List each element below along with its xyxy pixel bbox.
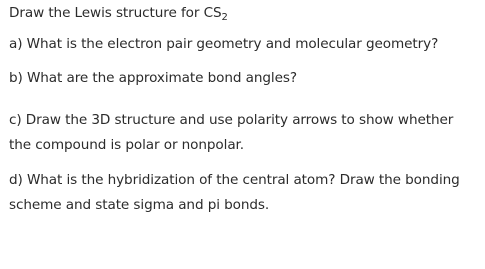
title-subscript: 2 [221,12,228,23]
title-text: Draw the Lewis structure for CS [9,5,222,21]
part-d-text-line2: scheme and state sigma and pi bonds. [9,197,270,213]
part-c-text-line1: c) Draw the 3D structure and use polarity arrows to show whether [9,112,454,128]
part-c-text-line2: the compound is polar or nonpolar. [9,137,245,153]
question-title [9,5,228,23]
part-a-text: a) What is the electron pair geometry and molecular geometry? [9,36,439,52]
part-b-text: b) What are the approximate bond angles? [9,70,297,86]
part-d-text-line1: d) What is the hybridization of the central atom? Draw the bonding [9,172,460,188]
